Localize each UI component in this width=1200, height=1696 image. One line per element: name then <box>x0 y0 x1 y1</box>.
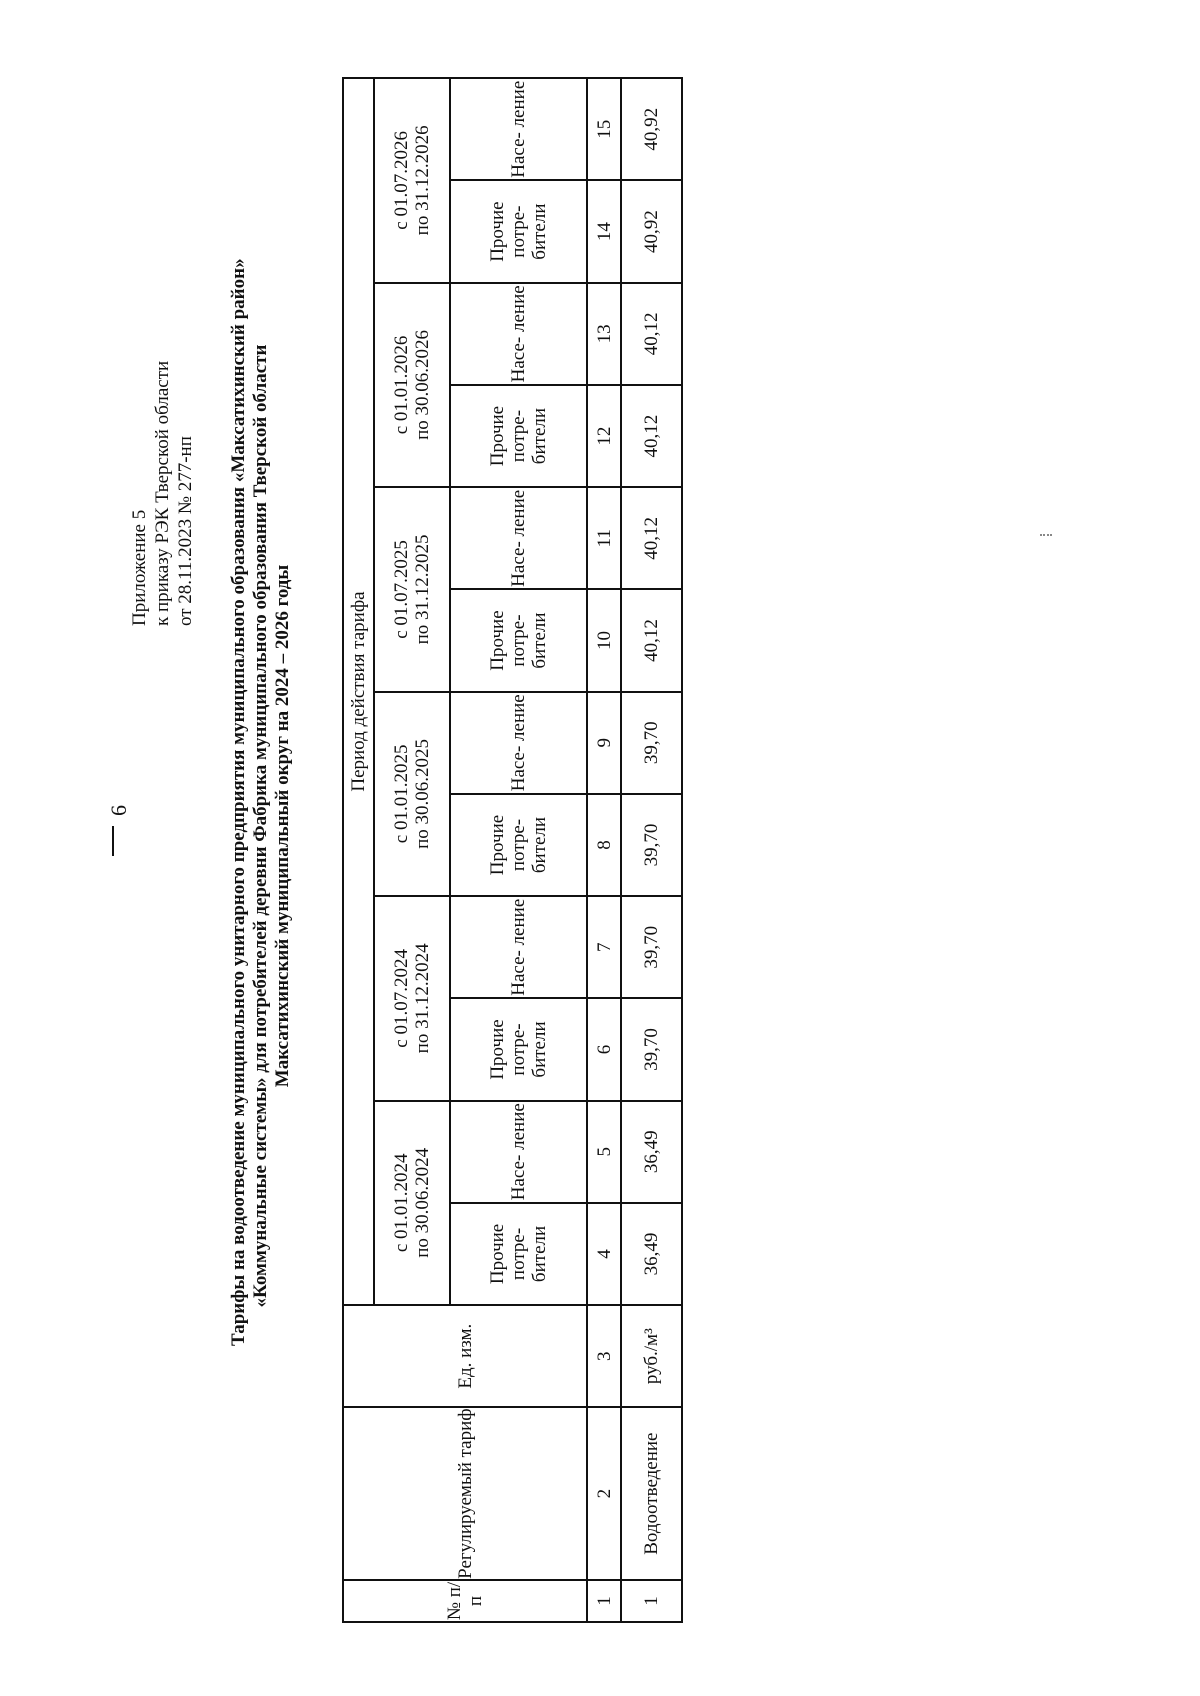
tariff-value-cell: 36,49 <box>621 1101 682 1203</box>
column-index-row <box>587 78 621 1622</box>
category-population: Насе- ление <box>450 78 588 180</box>
table-row <box>621 78 682 1622</box>
appendix-line: к приказу РЭК Тверской области <box>152 360 173 626</box>
period-to: по 31.12.2025 <box>411 534 433 645</box>
tariff-value-cell: 40,12 <box>621 283 682 385</box>
document-title <box>228 258 294 1346</box>
tariff-value-cell: 39,70 <box>621 998 682 1100</box>
title-line: Максатихинский муниципальный округ на 2024 – 2026 годы <box>272 564 293 1088</box>
column-index-cell: 10 <box>587 589 621 691</box>
title-line: «Коммунальные системы» для потребителей деревни Фабрика муниципального образования Тверской области <box>250 344 271 1308</box>
period-to: по 31.12.2026 <box>411 125 433 236</box>
category-population: Насе- ление <box>450 283 588 385</box>
period-from: с 01.01.2025 <box>390 744 412 844</box>
tariff-value-cell: 40,92 <box>621 78 682 180</box>
column-index-cell: 12 <box>587 385 621 487</box>
category-other-consumers: Прочие потре- бители <box>450 1203 588 1305</box>
period-cell <box>374 78 449 283</box>
header-unit: Ед. изм. <box>343 1305 587 1407</box>
tariff-value-cell: 40,92 <box>621 180 682 282</box>
category-other-consumers: Прочие потре- бители <box>450 385 588 487</box>
column-index-cell: 11 <box>587 487 621 589</box>
column-index-cell: 9 <box>587 692 621 794</box>
header-period: Период действия тарифа <box>343 78 374 1305</box>
period-from: с 01.07.2026 <box>390 131 412 230</box>
column-index-cell: 13 <box>587 283 621 385</box>
column-index-cell: 3 <box>587 1305 621 1407</box>
appendix-reference <box>128 361 197 626</box>
page-number: 6 <box>106 805 131 816</box>
period-cell <box>374 283 449 487</box>
period-cell <box>374 1101 449 1305</box>
row-number: 1 <box>621 1580 682 1622</box>
period-from: с 01.07.2025 <box>390 540 412 639</box>
appendix-line: от 28.11.2023 № 277-нп <box>175 436 196 626</box>
category-population: Насе- ление <box>450 487 588 589</box>
category-other-consumers: Прочие потре- бители <box>450 589 588 691</box>
header-regulated-tariff: Регулируемый тариф <box>343 1407 587 1580</box>
period-cell <box>374 487 449 691</box>
row-unit: руб./м³ <box>621 1305 682 1407</box>
column-index-cell: 1 <box>587 1580 621 1622</box>
column-index-cell: 8 <box>587 794 621 896</box>
column-index-cell: 7 <box>587 896 621 998</box>
period-to: по 30.06.2025 <box>411 738 433 849</box>
header-number: № п/ п <box>343 1580 587 1622</box>
appendix-line: Приложение 5 <box>129 509 150 626</box>
category-population: Насе- ление <box>450 896 588 998</box>
column-index-cell: 5 <box>587 1101 621 1203</box>
scan-artifact <box>1040 530 1052 536</box>
tariff-value-cell: 39,70 <box>621 896 682 998</box>
tariff-value-cell: 36,49 <box>621 1203 682 1305</box>
tariff-value-cell: 40,12 <box>621 385 682 487</box>
period-to: по 31.12.2024 <box>411 943 433 1054</box>
page-top-mark <box>112 826 114 856</box>
tariff-value-cell: 40,12 <box>621 487 682 589</box>
column-index-cell: 2 <box>587 1407 621 1580</box>
tariff-table <box>342 77 683 1623</box>
column-index-cell: 15 <box>587 78 621 180</box>
period-from: с 01.01.2024 <box>390 1153 412 1253</box>
tariff-value-cell: 40,12 <box>621 589 682 691</box>
column-index-cell: 4 <box>587 1203 621 1305</box>
category-population: Насе- ление <box>450 1101 588 1203</box>
tariff-value-cell: 39,70 <box>621 692 682 794</box>
period-cell <box>374 692 449 896</box>
row-tariff-name: Водоотведение <box>621 1407 682 1580</box>
column-index-cell: 6 <box>587 998 621 1100</box>
period-cell <box>374 896 449 1100</box>
period-from: с 01.01.2026 <box>390 335 412 435</box>
period-from: с 01.07.2024 <box>390 949 412 1048</box>
period-to: по 30.06.2024 <box>411 1147 433 1258</box>
period-to: по 30.06.2026 <box>411 330 433 440</box>
column-index-cell: 14 <box>587 180 621 282</box>
category-other-consumers: Прочие потре- бители <box>450 998 588 1100</box>
category-other-consumers: Прочие потре- бители <box>450 180 588 282</box>
tariff-value-cell: 39,70 <box>621 794 682 896</box>
category-population: Насе- ление <box>450 692 588 794</box>
category-other-consumers: Прочие потре- бители <box>450 794 588 896</box>
title-line: Тарифы на водоотведение муниципального унитарного предприятия муниципального образования «Максатихинский район» <box>228 258 249 1346</box>
